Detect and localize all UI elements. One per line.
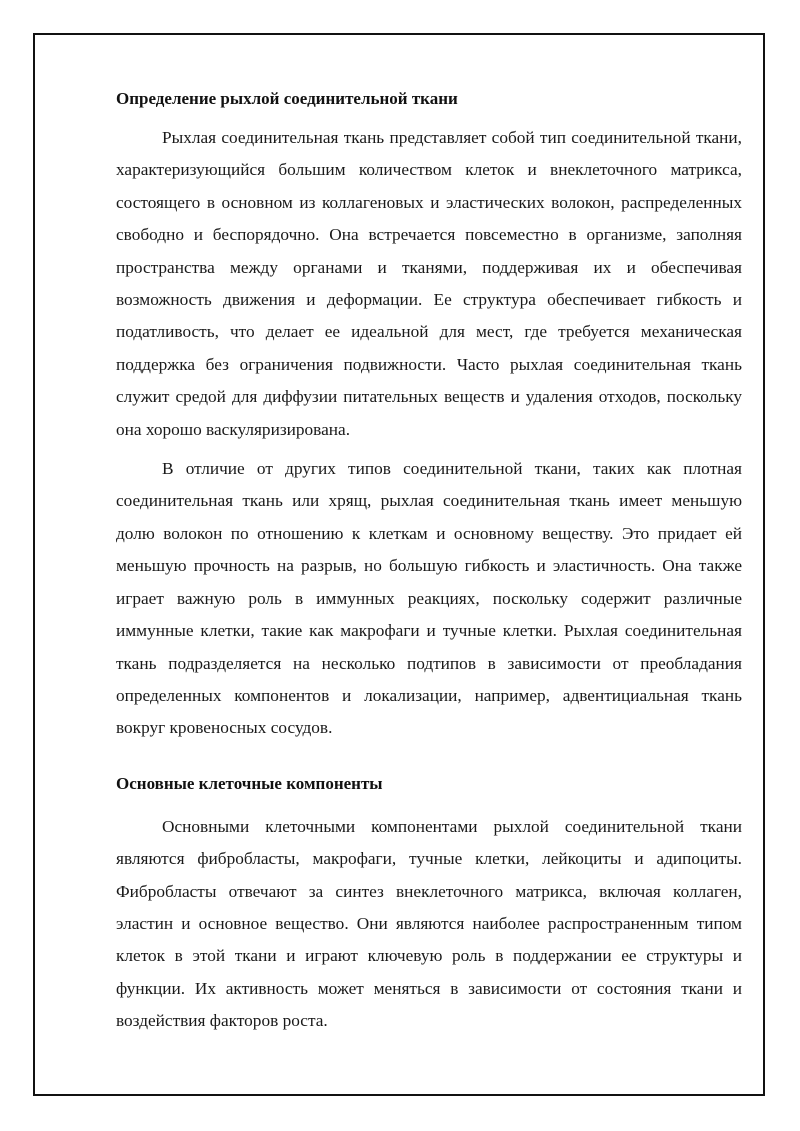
paragraph-definition-2: В отличие от других типов соединительной ткани, таких как плотная соединительная ткань или хрящ, рыхлая соединительная ткань имеет меньшую долю волокон по отношению к клеткам и основному веществу. Это придает ей меньшую прочность на разрыв, но большую гибкость и эластичность. Она также играет важную роль в иммунных реакциях, поскольку содержит различные иммунные клетки, такие как макрофаги и тучные клетки. Рыхлая соединительная ткань подразделяется на несколько подтипов в зависимости от преобладания определенных компонентов и локализации, например, адвентициальная ткань вокруг кровеносных сосудов. [116,459,742,738]
section-heading-definition: Определение рыхлой соединительной ткани [116,89,458,108]
document-body [116,84,742,1038]
section-heading-cell-components: Основные клеточные компоненты [116,773,383,793]
paragraph-definition-1: Рыхлая соединительная ткань представляет собой тип соединительной ткани, характеризующийся большим количеством клеток и внеклеточного матрикса, состоящего в основном из коллагеновых и эластических волокон, распределенных свободно и беспорядочно. Она встречается повсеместно в организме, заполняя пространства между органами и тканями, поддерживая их и обеспечивая возможность движения и деформации. Ее структура обеспечивает гибкость и податливость, что делает ее идеальной для мест, где требуется механическая поддержка без ограничения подвижности. Часто рыхлая соединительная ткань служит средой для диффузии питательных веществ и удаления отходов, поскольку она хорошо васкуляризирована. [116,128,742,439]
paragraph-cell-components-1: Основными клеточными компонентами рыхлой соединительной ткани являются фибробласты, макрофаги, тучные клетки, лейкоциты и адипоциты. Фибробласты отвечают за синтез внеклеточного матрикса, включая коллаген, эластин и основное вещество. Они являются наиболее распространенным типом клеток в этой ткани и играют ключевую роль в поддержании ее структуры и функции. Их активность может меняться в зависимости от состояния ткани и воздействия факторов роста. [116,816,742,1031]
